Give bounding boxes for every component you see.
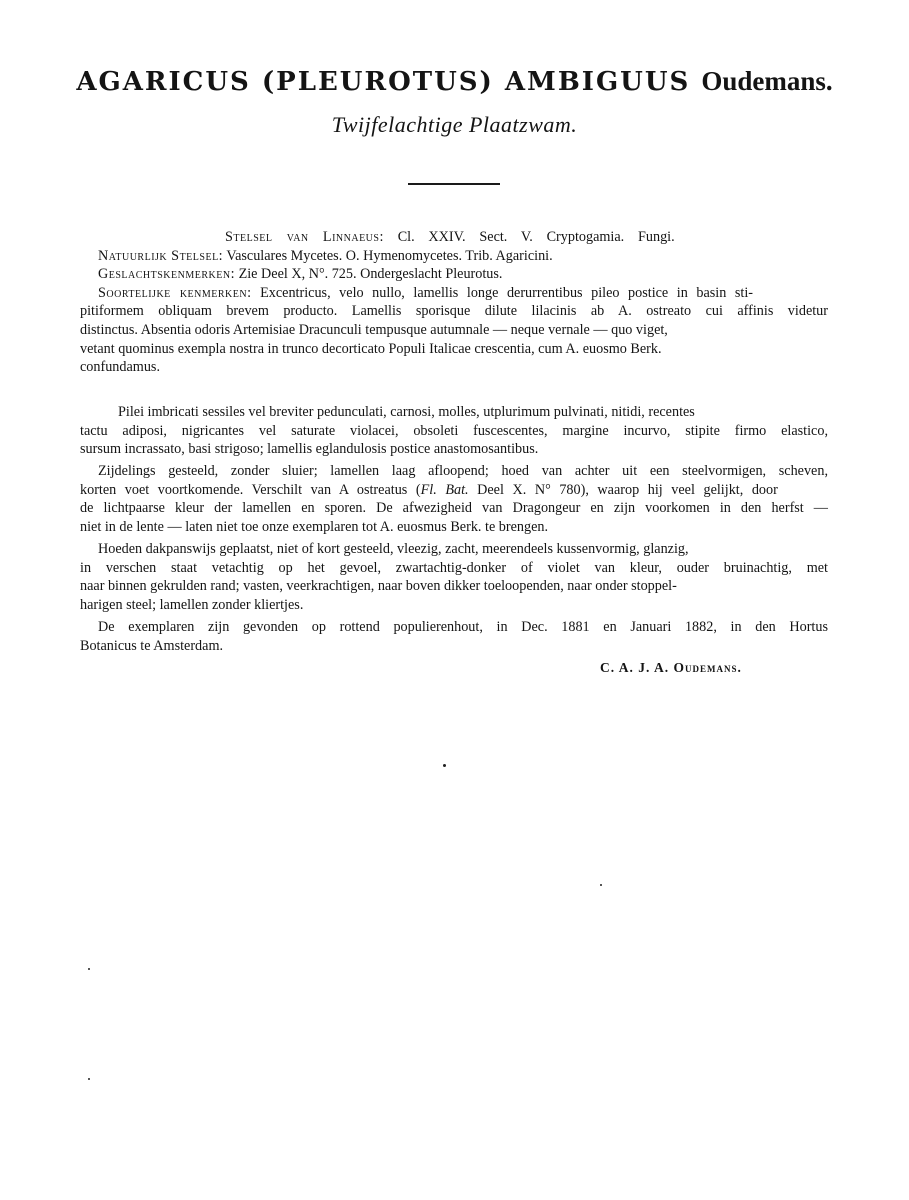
classification-block <box>80 228 828 377</box>
dutch1-line-3: de lichtpaarse kleur der lamellen en sporen. De afwezigheid van Dragongeur en zijn voorkomen in den herfst — <box>80 500 828 517</box>
natuurlijk-text: Vasculares Mycetes. O. Hymenomycetes. Trib. Agaricini. <box>226 247 553 264</box>
print-speck <box>88 968 90 970</box>
dutch2-line-4: harigen steel; lamellen zonder kliertjes. <box>80 596 304 613</box>
soort-label: Soortelijke kenmerken: <box>98 284 252 301</box>
soort-line-1 <box>80 284 828 303</box>
print-speck <box>600 884 602 886</box>
locality-line-2: Botanicus te Amsterdam. <box>80 637 224 654</box>
natuurlijk-label: Natuurlijk Stelsel: <box>98 247 224 264</box>
dutch2-line-2: in verschen staat vetachtig op het gevoel, zwartachtig-donker of violet van kleur, ouder bruinachtig, met <box>80 559 828 576</box>
locality-line-1: De exemplaren zijn gevonden op rottend populierenhout, in Dec. 1881 en Januari 1882, in den Hortus <box>98 619 828 635</box>
page-title <box>0 66 909 97</box>
author-signature: C. A. J. A. Oudemans. <box>600 660 742 675</box>
stelsel-text: Cl. XXIV. Sect. V. Cryptogamia. Fungi. <box>397 229 675 245</box>
geslacht-label: Geslachtskenmerken: <box>98 266 236 283</box>
locality-paragraph <box>80 618 828 655</box>
soort-line-5: confundamus. <box>80 359 160 376</box>
natuurlijk-line <box>80 247 828 266</box>
latin-line-2: tactu adiposi, nigricantes vel saturate violacei, obsoleti fuscescentes, margine incurvo, stipite firmo elastico, <box>80 422 828 439</box>
geslacht-text: Zie Deel X, N°. 725. Ondergeslacht Pleurotus. <box>238 266 503 283</box>
dutch-description-1 <box>80 462 828 536</box>
latin-line-3: sursum incrassato, basi strigoso; lamellis eglandulosis postice anastomosantibus. <box>80 441 539 458</box>
page-subtitle: Twijfelachtige Plaatzwam. <box>331 112 578 137</box>
stelsel-line <box>80 228 828 247</box>
dutch2-line-3: naar binnen gekrulden rand; vasten, veerkrachtigen, naar boven dikker toeloopenden, naar onder stoppel- <box>80 578 677 595</box>
dutch1-line-2 <box>80 481 828 500</box>
dutch-description-2 <box>80 540 828 614</box>
print-speck <box>88 1078 90 1080</box>
dutch1-line-4: niet in de lente — laten niet toe onze exemplaren tot A. euosmus Berk. te brengen. <box>80 518 549 535</box>
species-author: Oudemans. <box>701 66 833 96</box>
dutch2-line-1: Hoeden dakpanswijs geplaatst, niet of kort gesteeld, vleezig, zacht, meerendeels kussenvormig, glanzig, <box>98 541 689 557</box>
dutch1-line-2b: Deel X. N° 780), waarop hij veel gelijkt, door <box>468 481 778 498</box>
dutch1-line-1: Zijdelings gesteeld, zonder sluier; lamellen laag afloopend; hoed van achter uit een steelvormigen, scheven, <box>98 463 828 479</box>
latin-line-1: Pilei imbricati sessiles vel breviter pedunculati, carnosi, molles, utplurimum pulvinati, nitidi, recentes <box>118 404 695 420</box>
soort-text-1: Excentricus, velo nullo, lamellis longe derurrentibus pileo postice in basin sti- <box>260 284 753 301</box>
species-name: AGARICUS (PLEUROTUS) AMBIGUUS <box>76 67 691 97</box>
soort-line-4: vetant quominus exempla nostra in trunco decorticato Populi Italicae crescentia, cum A. euosmo Berk. <box>80 340 662 357</box>
soort-line-2: pitiformem obliquam brevem producto. Lamellis sporisque dilute lilacinis ab A. ostreato cui affinis videtur <box>80 303 828 320</box>
stelsel-label: Stelsel van Linnaeus: <box>225 229 384 245</box>
soort-line-3: distinctus. Absentia odoris Artemisiae Dracunculi tempusque autumnale — neque vernale — quo viget, <box>80 321 668 338</box>
geslacht-line <box>80 265 828 284</box>
print-speck <box>443 764 446 767</box>
latin-description <box>80 403 828 459</box>
flora-batava-reference: Fl. Bat. <box>420 481 469 498</box>
title-divider <box>408 183 500 185</box>
dutch1-line-2a: korten voet voortkomende. Verschilt van A ostreatus ( <box>80 481 421 498</box>
